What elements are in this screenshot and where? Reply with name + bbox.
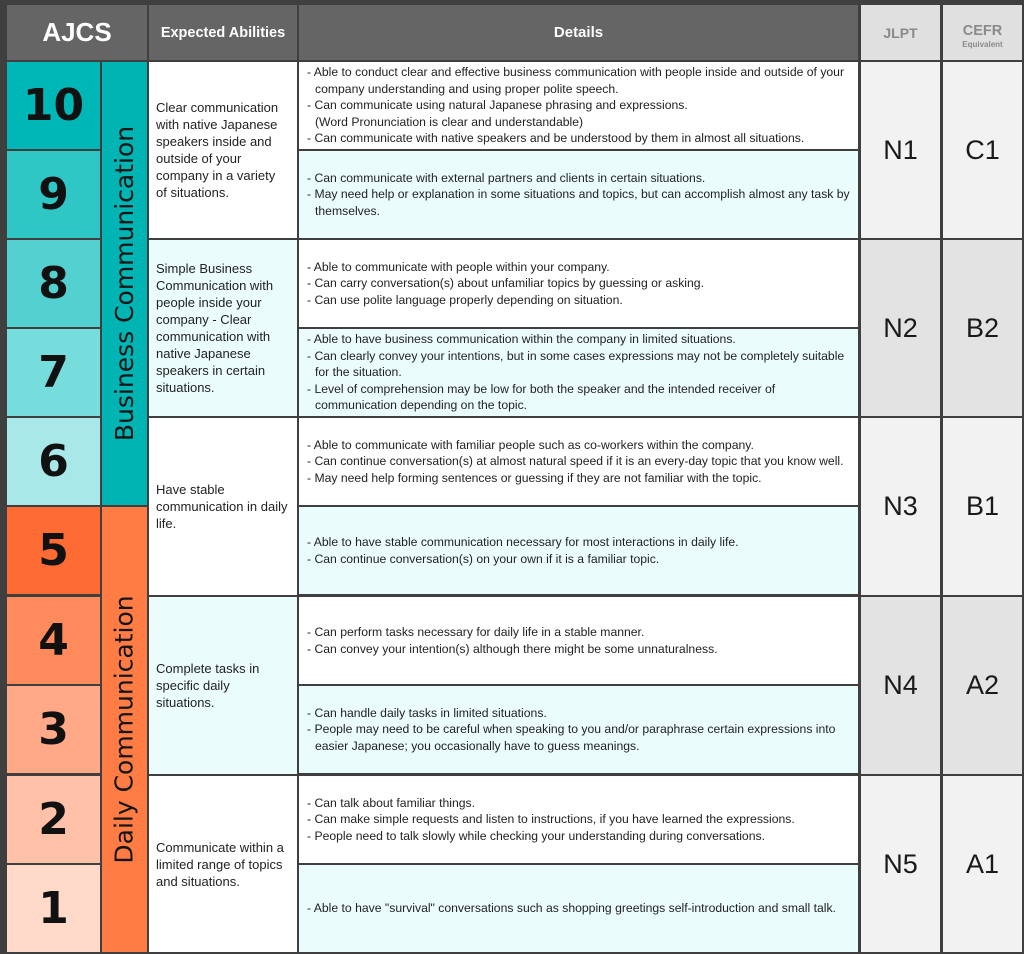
detail-line: - Can use polite language properly depending on situation.	[307, 292, 623, 307]
header-cefr	[943, 5, 1022, 60]
detail-line: - Able to have stable communication necessary for most interactions in daily life.	[307, 535, 739, 549]
header-jlpt-label: JLPT	[883, 25, 918, 41]
level-4: 4	[7, 597, 100, 684]
detail-line: - Can make simple requests and listen to instructions, if you have learned the expressions.	[307, 812, 795, 827]
header-expected-abilities: Expected Abilities	[149, 5, 297, 60]
level-6: 6	[7, 418, 100, 505]
jlpt-cell: N1	[861, 62, 940, 238]
detail-line: - Able to have "survival" conversations such as shopping greetings self-introduction and small talk.	[307, 901, 836, 916]
category-business	[102, 62, 147, 505]
detail-line: - Level of comprehension may be low for both the speaker and the intended receiver of communication depending on the topic.	[307, 381, 776, 413]
header-jlpt	[861, 5, 940, 60]
detail-cell	[299, 329, 858, 416]
detail-cell	[299, 151, 858, 238]
detail-cell	[299, 686, 858, 773]
cefr-cell: A1	[943, 776, 1022, 952]
detail-cell	[299, 597, 858, 684]
jlpt-cell: N2	[861, 240, 940, 416]
cefr-cell: B1	[943, 418, 1022, 595]
ability-row: Complete tasks in specific daily situations.	[149, 597, 297, 774]
detail-line: - May need help or explanation in some situations and topics, but can accomplish almost any task by themselves.	[307, 187, 850, 218]
detail-line: - Able to communicate with people within your company.	[307, 259, 610, 274]
level-1: 1	[7, 865, 100, 952]
ability-row: Have stable communication in daily life.	[149, 418, 297, 595]
jlpt-cell: N5	[861, 776, 940, 952]
detail-line: - Can talk about familiar things.	[307, 795, 475, 810]
detail-line: - Can handle daily tasks in limited situations.	[307, 705, 547, 720]
detail-cell	[299, 507, 858, 594]
detail-cell	[299, 776, 858, 863]
detail-line: - Can continue conversation(s) on your own if it is a familiar topic.	[307, 551, 660, 566]
detail-line: - Can communicate with external partners and clients in certain situations.	[307, 170, 706, 185]
detail-cell	[299, 865, 858, 952]
ability-row: Clear communication with native Japanese speakers inside and outside of your company in a variety of situations.	[149, 62, 297, 238]
detail-line: - Can communicate with native speakers and be understood by them in almost all situations.	[307, 131, 805, 146]
detail-line: - Able to have business communication within the company in limited situations.	[307, 332, 736, 347]
header-details: Details	[299, 5, 858, 60]
detail-line: - People need to talk slowly while checking your understanding during conversations.	[307, 828, 765, 843]
detail-cell	[299, 418, 858, 505]
header-cefr-sub: Equivalent	[962, 39, 1003, 49]
category-daily-label: Daily Communication	[110, 595, 139, 864]
detail-line: - May need help forming sentences or guessing if they are not familiar with the topic.	[307, 470, 762, 485]
jlpt-cell: N3	[861, 418, 940, 595]
header-cefr-label: CEFR	[962, 22, 1003, 39]
detail-line: - Can clearly convey your intentions, but in some cases expressions may not be completely suitable for the situation.	[307, 348, 845, 380]
level-3: 3	[7, 686, 100, 773]
category-business-label: Business Communication	[110, 125, 140, 442]
level-2: 2	[7, 776, 100, 863]
ability-row: Communicate within a limited range of topics and situations.	[149, 776, 297, 952]
detail-line: - Able to communicate with familiar people such as co-workers within the company.	[307, 437, 754, 452]
detail-line: - Can communicate using natural Japanese phrasing and expressions.	[307, 98, 688, 113]
cefr-cell: C1	[943, 62, 1022, 238]
level-5: 5	[7, 507, 100, 594]
detail-line: - Able to conduct clear and effective business communication with people inside and outside of your company understanding and using proper polite speech.	[307, 65, 845, 96]
detail-line: - Can carry conversation(s) about unfamiliar topics by guessing or asking.	[307, 276, 704, 291]
cefr-cell: B2	[943, 240, 1022, 416]
level-8: 8	[7, 240, 100, 327]
jlpt-cell: N4	[861, 597, 940, 774]
detail-cell	[299, 62, 858, 149]
category-daily	[102, 507, 147, 952]
cefr-cell: A2	[943, 597, 1022, 774]
ability-row: Simple Business Communication with people inside your company - Clear communication with native Japanese speakers in certain situations.	[149, 240, 297, 416]
detail-cell	[299, 240, 858, 327]
detail-line: - Can convey your intention(s) although there might be some unnaturalness.	[307, 641, 718, 656]
detail-line: - Can continue conversation(s) at almost natural speed if it is an every-day topic that you know well.	[307, 454, 844, 469]
detail-line: (Word Pronunciation is clear and understandable)	[315, 114, 584, 129]
detail-line: - Can perform tasks necessary for daily life in a stable manner.	[307, 625, 645, 639]
level-7: 7	[7, 329, 100, 416]
level-10: 10	[7, 62, 100, 149]
level-9: 9	[7, 151, 100, 238]
header-ajcs: AJCS	[7, 5, 147, 60]
detail-line: - People may need to be careful when speaking to you and/or paraphrase certain expressions into easier Japanese; you occasionally have to guess meanings.	[307, 722, 836, 753]
